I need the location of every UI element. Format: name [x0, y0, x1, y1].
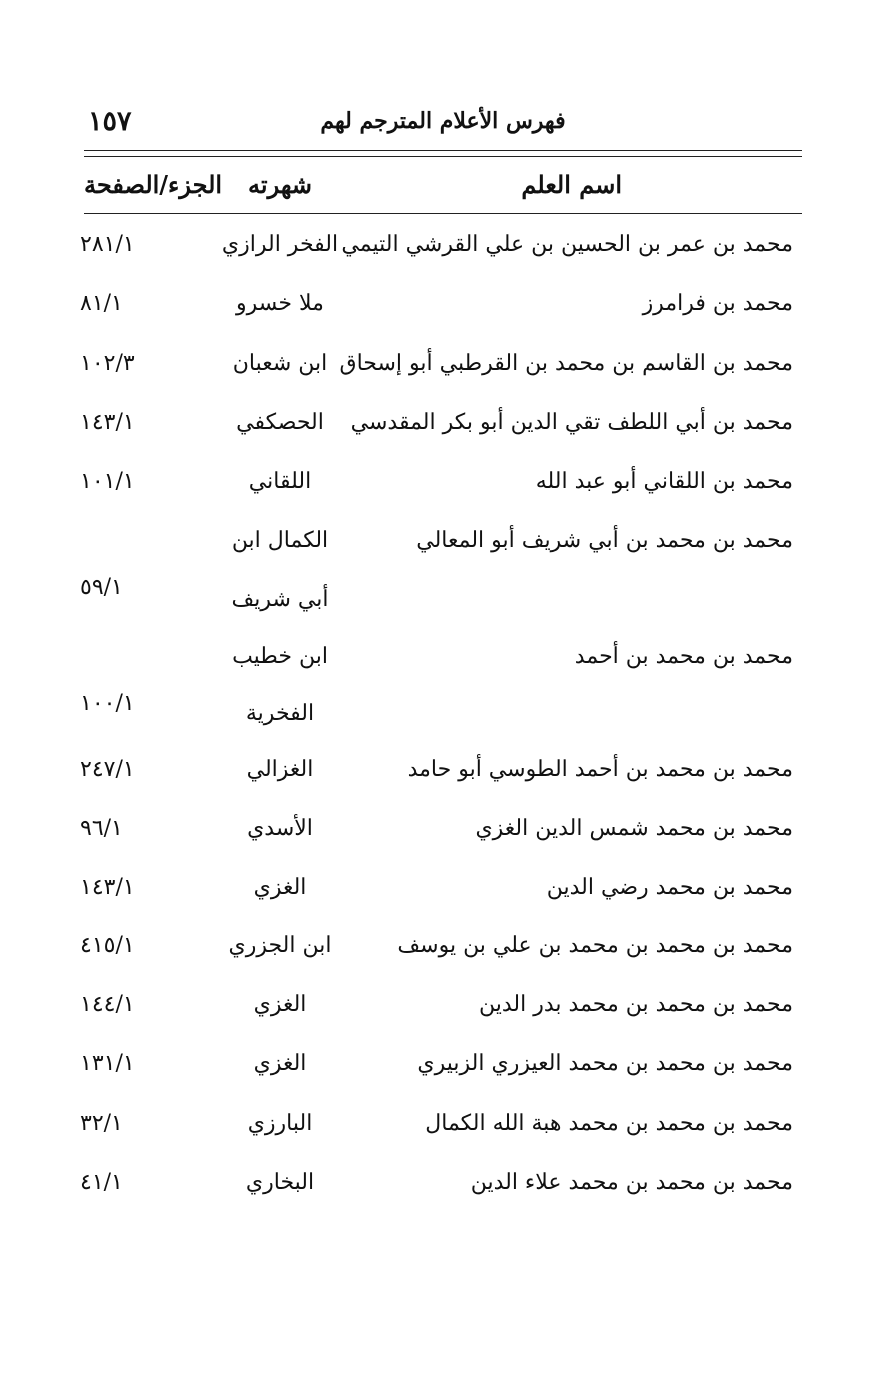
entry-fame: اللقاني [248, 469, 312, 494]
entry-ref: ١٤٣/١ [80, 410, 135, 435]
entry-fame-line2: أبي شريف [231, 587, 329, 612]
entry-name: محمد بن أبي اللطف تقي الدين أبو بكر المقدسي [350, 410, 793, 435]
entry-ref: ٤١٥/١ [80, 933, 135, 958]
entry-ref: ٣٢/١ [80, 1111, 123, 1136]
entry-name: محمد بن محمد رضي الدين [546, 875, 793, 900]
entry-name: محمد بن محمد بن محمد بدر الدين [479, 992, 793, 1017]
entry-ref: ١٣١/١ [80, 1051, 135, 1076]
entry-name: محمد بن محمد بن أبي شريف أبو المعالي [416, 528, 793, 553]
entry-ref: ٨١/١ [80, 291, 123, 316]
column-header-name: اسم العلم [521, 170, 622, 199]
entry-fame: ابن الجزري [228, 933, 332, 958]
entry-fame: الفخر الرازي [221, 232, 339, 257]
entry-name: محمد بن فرامرز [642, 291, 793, 316]
entry-name: محمد بن محمد بن محمد بن علي بن يوسف [397, 933, 793, 958]
entry-ref: ١٠٠/١ [80, 691, 135, 716]
entry-name: محمد بن محمد شمس الدين الغزي [475, 816, 793, 841]
entry-ref: ٢٤٧/١ [80, 757, 135, 782]
entry-fame: البارزي [247, 1111, 313, 1136]
column-header-ref: الجزء/الصفحة [84, 170, 223, 199]
entry-fame: الأسدي [247, 816, 313, 841]
entry-fame: الغزي [253, 992, 307, 1017]
entry-name: محمد بن اللقاني أبو عبد الله [535, 469, 793, 494]
entry-name: محمد بن محمد بن محمد علاء الدين [470, 1170, 793, 1195]
column-header-fame: شهرته [248, 170, 312, 199]
entry-fame-line1: الكمال ابن [231, 528, 329, 553]
entry-name: محمد بن محمد بن محمد هبة الله الكمال [425, 1111, 793, 1136]
entry-ref: ١٠١/١ [80, 469, 135, 494]
entry-name: محمد بن عمر بن الحسين بن علي القرشي التيمي [341, 232, 793, 257]
entry-ref: ١٠٢/٣ [80, 351, 135, 376]
entry-name: محمد بن محمد بن محمد العيزري الزبيري [417, 1051, 793, 1076]
entry-ref: ٤١/١ [80, 1170, 123, 1195]
running-title: فهرس الأعلام المترجم لهم [320, 108, 566, 134]
entry-fame: الحصكفي [236, 410, 324, 435]
entry-fame: الغزي [253, 1051, 307, 1076]
entry-ref: ٢٨١/١ [80, 232, 135, 257]
entry-ref: ٩٦/١ [80, 816, 123, 841]
entry-name: محمد بن القاسم بن محمد بن القرطبي أبو إسحاق [339, 351, 793, 376]
entry-fame: الغزالي [246, 757, 314, 782]
entry-ref: ١٤٤/١ [80, 992, 135, 1017]
entry-name: محمد بن محمد بن أحمد الطوسي أبو حامد [407, 757, 793, 782]
entry-fame-line1: ابن خطيب [232, 644, 328, 669]
entry-fame: الغزي [253, 875, 307, 900]
entry-fame: ملا خسرو [236, 291, 324, 316]
page-number: ١٥٧ [88, 106, 132, 137]
entry-ref: ٥٩/١ [80, 575, 123, 600]
entry-fame: ابن شعبان [232, 351, 328, 376]
entry-fame: البخاري [245, 1170, 315, 1195]
entry-ref: ١٤٣/١ [80, 875, 135, 900]
entry-fame-line2: الفخرية [245, 701, 315, 726]
entry-name: محمد بن محمد بن أحمد [574, 644, 793, 669]
